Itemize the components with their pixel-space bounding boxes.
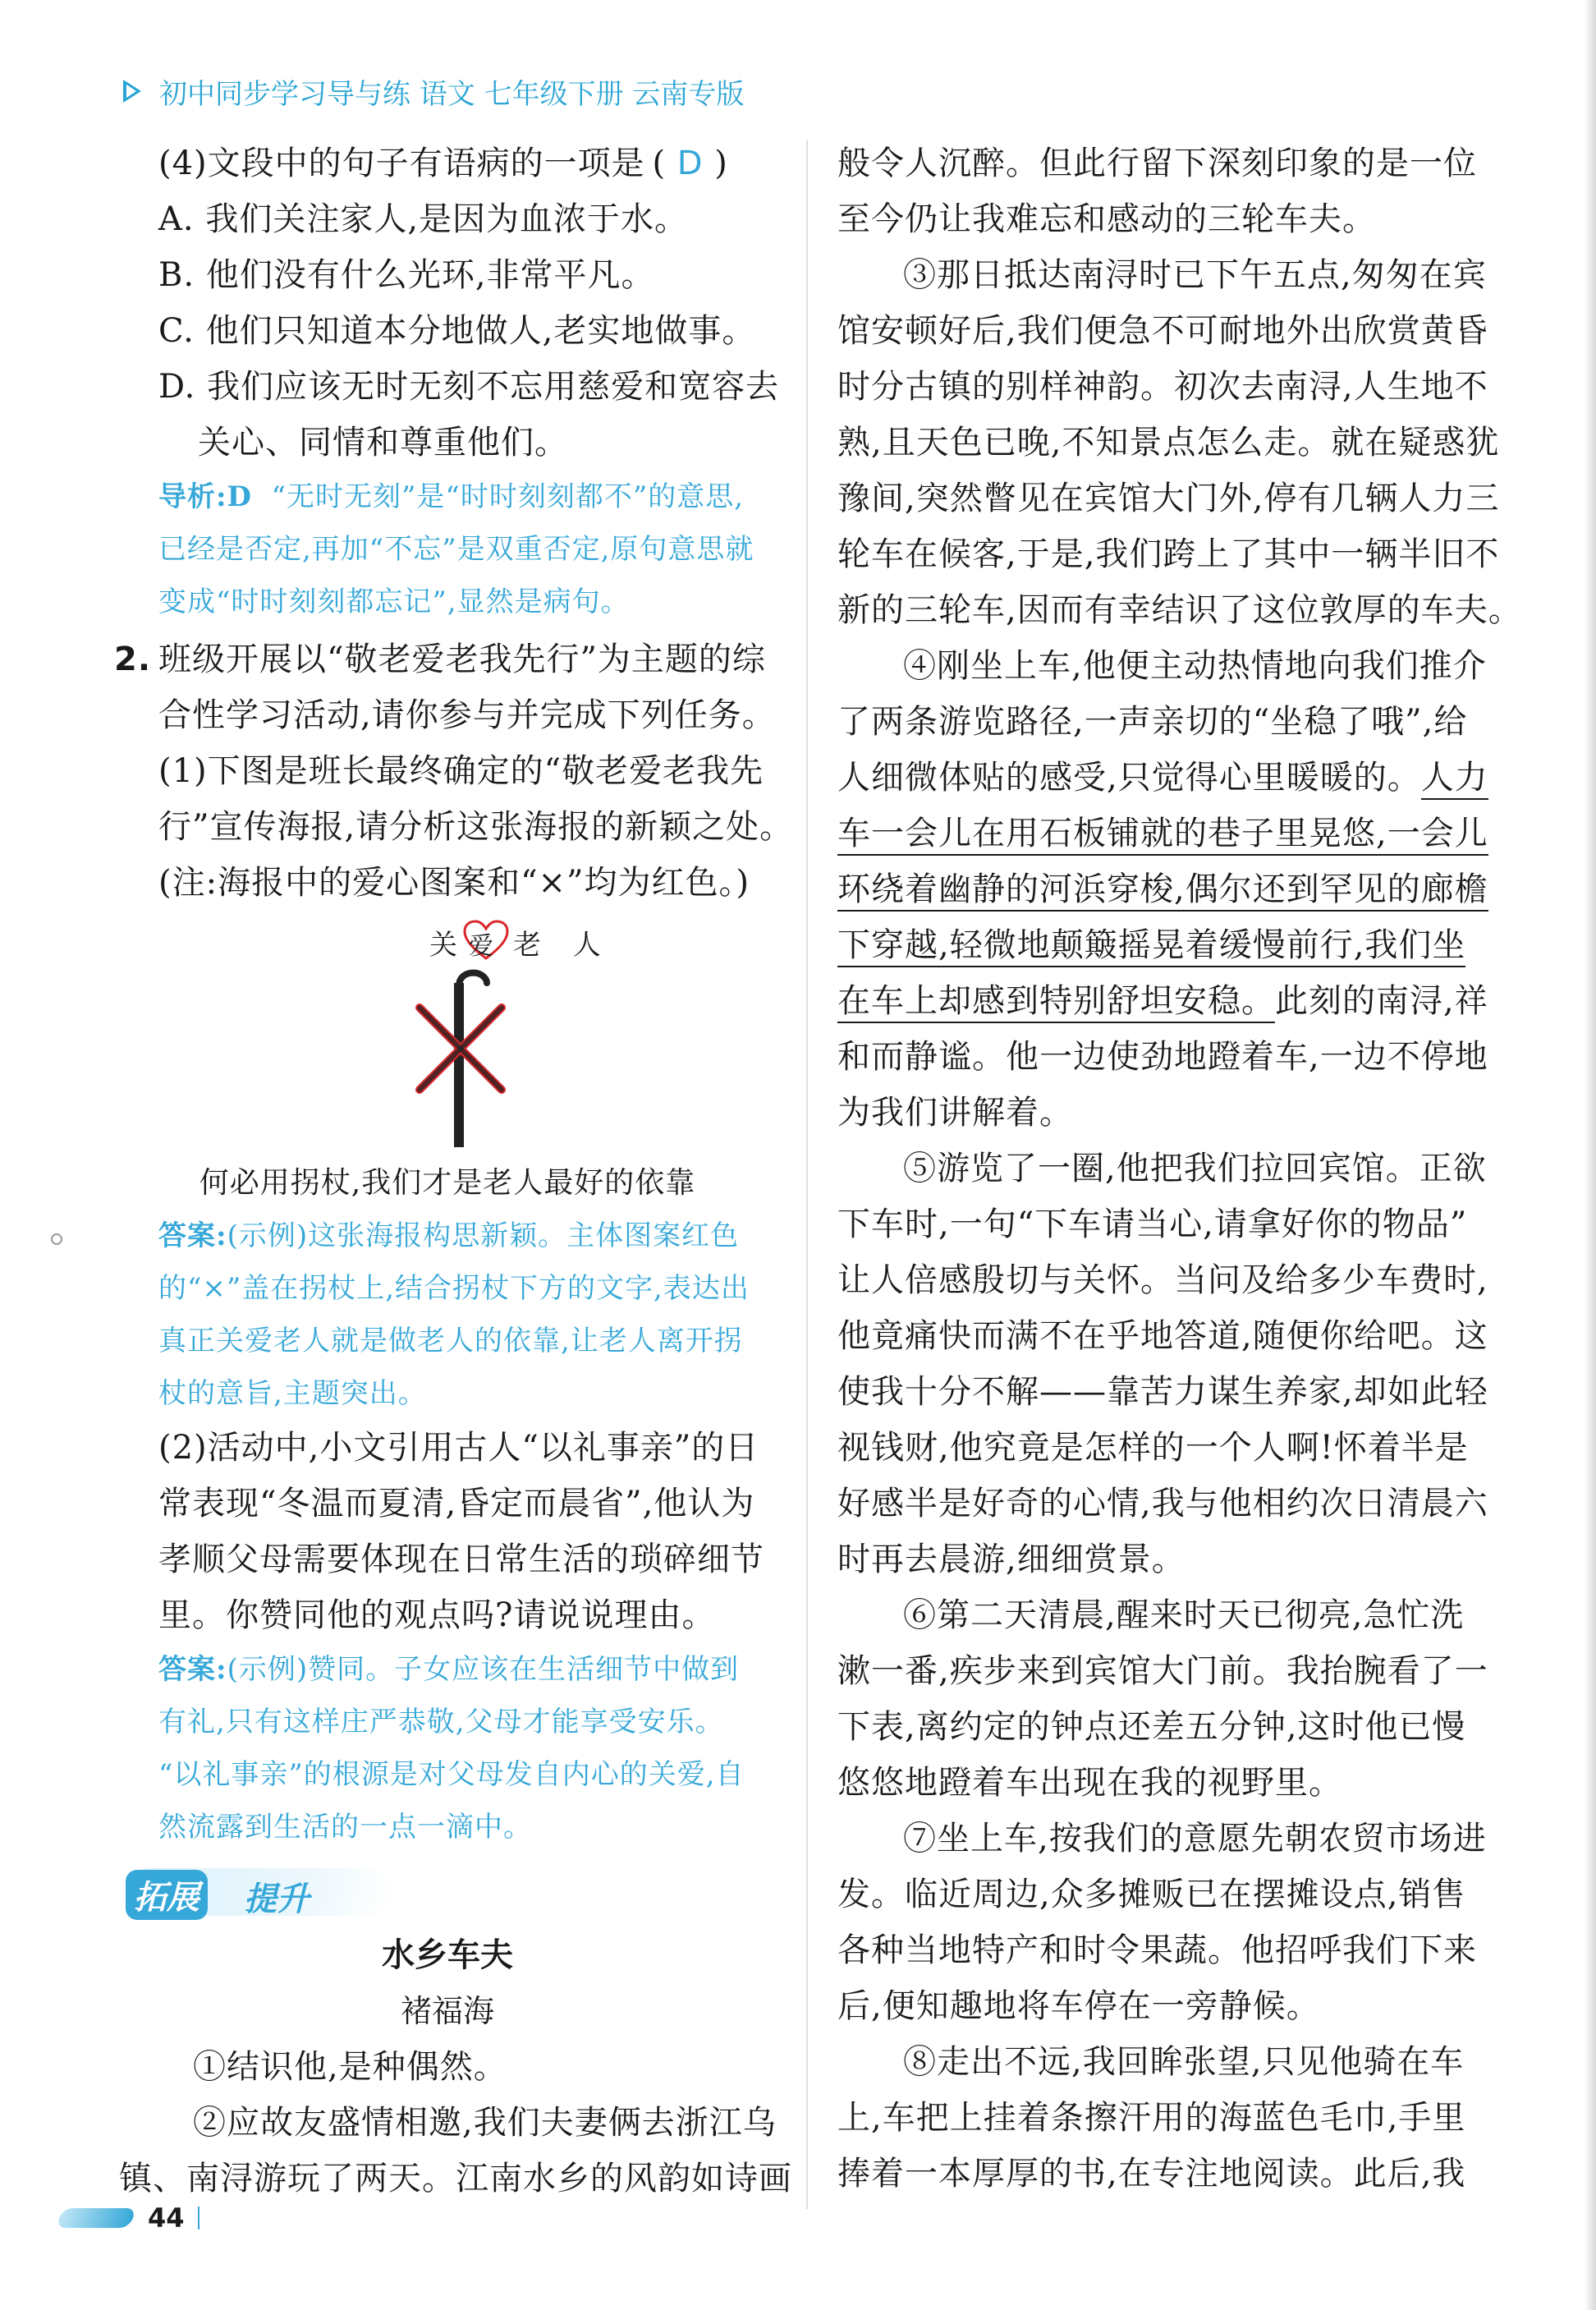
q4-option-b: B. 他们没有什么光环,非常平凡。 bbox=[158, 256, 655, 294]
poster-image bbox=[158, 911, 776, 1157]
article-right-line: 漱一番,疾步来到宾馆大门前。我抬腕看了一 bbox=[837, 1652, 1488, 1690]
q4-option-c: C. 他们只知道本分地做人,老实地做事。 bbox=[158, 312, 756, 350]
article-right-line: 上,车把上挂着条擦汗用的海蓝色毛巾,手里 bbox=[837, 2099, 1466, 2137]
q4-analysis-line-1: 导析:D “无时无刻”是“时时刻刻都不”的意思, bbox=[158, 480, 745, 513]
underlined-sentence: 人力 bbox=[1421, 759, 1488, 800]
article-right-line: 豫间,突然瞥见在宾馆大门外,停有几辆人力三 bbox=[837, 480, 1500, 517]
underlined-sentence: 环绕着幽静的河浜穿梭,偶尔还到罕见的廊檐 bbox=[837, 870, 1488, 912]
article-author: 褚福海 bbox=[400, 1993, 494, 2029]
page-number: 44 bbox=[148, 2202, 185, 2234]
article-right-line bbox=[837, 861, 1490, 917]
article-right-line: ⑦坐上车,按我们的意愿先朝农贸市场进 bbox=[903, 1820, 1487, 1858]
question-2 bbox=[114, 631, 794, 1853]
answer2-line-3: “以礼事亲”的根源是对父母发自内心的关爱,自 bbox=[158, 1758, 745, 1791]
article-right-line: 使我十分不解——靠苦力谋生养家,却如此轻 bbox=[837, 1373, 1488, 1411]
article-right-line: ⑤游览了一圈,他把我们拉回宾馆。正欲 bbox=[903, 1150, 1487, 1187]
article-right-line: ④刚坐上车,他便主动热情地向我们推介 bbox=[903, 647, 1487, 685]
answer2-line-2: 有礼,只有这样庄严恭敬,父母才能享受安乐。 bbox=[158, 1706, 724, 1738]
q2-stem-line-1: 2. 班级开展以“敬老爱老我先行”为主题的综 bbox=[158, 631, 776, 687]
column-divider bbox=[806, 140, 808, 2209]
article-right-line: 下车时,一句“下车请当心,请拿好你的物品” bbox=[837, 1206, 1468, 1243]
q2-stem-line-3: (1)下图是班长最终确定的“敬老爱老我先 bbox=[158, 752, 764, 790]
article-right-line: 他竟痛快而满不在乎地答道,随便你给吧。这 bbox=[837, 1317, 1488, 1355]
header-text: 初中同步学习导与练 语文 七年级下册 云南专版 bbox=[159, 77, 745, 111]
margin-dot bbox=[51, 1233, 62, 1245]
q2-sub2-line-1: (2)活动中,小文引用古人“以礼事亲”的日 bbox=[158, 1429, 759, 1467]
article-line-2: ②应故友盛情相邀,我们夫妻俩去浙江乌 bbox=[193, 2104, 777, 2142]
section-badge-extension bbox=[119, 1862, 776, 1927]
q4-analysis-line-2: 已经是否定,再加“不忘”是双重否定,原句意思就 bbox=[158, 533, 754, 566]
page-edge-shadow bbox=[1585, 0, 1596, 2310]
cane-cross-icon bbox=[401, 968, 533, 1157]
left-column bbox=[114, 135, 794, 2207]
q2-stem-line-5: (注:海报中的爱心图案和“×”均为红色。) bbox=[158, 864, 750, 902]
answer1-line-1: 答案:(示例)这张海报构思新颖。主体图案红色 bbox=[158, 1219, 740, 1252]
article-right-line: 视钱财,他究竟是怎样的一个人啊!怀着半是 bbox=[837, 1429, 1469, 1467]
article-line-3: 镇、南浔游玩了两天。江南水乡的风韵如诗画 bbox=[119, 2160, 792, 2197]
article-right-line: ⑥第二天清晨,醒来时天已彻亮,急忙洗 bbox=[903, 1596, 1465, 1634]
article-right-line: 馆安顿好后,我们便急不可耐地外出欣赏黄昏 bbox=[837, 312, 1488, 350]
article-right-line: ③那日抵达南浔时已下午五点,匆匆在宾 bbox=[903, 256, 1487, 294]
q4-answer: D bbox=[676, 145, 704, 182]
poster-caption: 何必用拐杖,我们才是老人最好的依靠 bbox=[199, 1166, 696, 1200]
article-right-line: 让人倍感殷切与关怀。当问及给多少车费时, bbox=[837, 1261, 1488, 1299]
article-right-line: 悠悠地蹬着车出现在我的视野里。 bbox=[837, 1764, 1342, 1802]
q2-stem-line-2: 合性学习活动,请你参与并完成下列任务。 bbox=[158, 696, 776, 734]
q2-sub2-line-2: 常表现“冬温而夏清,昏定而晨省”,他认为 bbox=[158, 1485, 755, 1522]
q4-stem: (4)文段中的句子有语病的一项是 bbox=[158, 145, 645, 182]
underlined-sentence: 车一会儿在用石板铺就的巷子里晃悠,一会儿 bbox=[837, 815, 1488, 856]
poster-title: 关 爱 老 人 bbox=[429, 922, 612, 962]
article-right-line: 为我们讲解着。 bbox=[837, 1094, 1073, 1132]
article-right-line: 和而静谧。他一边使劲地蹬着车,一边不停地 bbox=[837, 1038, 1488, 1076]
article-right-line bbox=[837, 917, 1490, 973]
q4-answer-paren: ( D ) bbox=[652, 145, 728, 182]
article-title: 水乡车夫 bbox=[382, 1936, 513, 1974]
article-right-line: 发。临近周边,众多摊贩已在摆摊设点,销售 bbox=[837, 1876, 1466, 1913]
section-title-part2: 提升 bbox=[244, 1881, 310, 1918]
section-title-part1: 拓展 bbox=[126, 1870, 208, 1920]
q4-stem-line bbox=[119, 135, 776, 191]
underlined-sentence: 在车上却感到特别舒坦安稳。 bbox=[837, 982, 1275, 1023]
article-right-line: 至今仍让我难忘和感动的三轮车夫。 bbox=[837, 200, 1376, 238]
answer1-line-2: 的“×”盖在拐杖上,结合拐杖下方的文字,表达出 bbox=[158, 1272, 750, 1305]
article-right-line: 后,便知趣地将车停在一旁静候。 bbox=[837, 1987, 1320, 2025]
underlined-sentence: 下穿越,轻微地颠簸摇晃着缓慢前行,我们坐 bbox=[837, 926, 1465, 967]
q4-option-d-cont: 关心、同情和尊重他们。 bbox=[198, 424, 568, 462]
answer2-line-1: 答案:(示例)赞同。子女应该在生活细节中做到 bbox=[158, 1653, 740, 1686]
analysis-label: 导析:D bbox=[158, 480, 253, 513]
article-right-line: 轮车在候客,于是,我们跨上了其中一辆半旧不 bbox=[837, 535, 1500, 573]
article-right-line: 般令人沉醉。但此行留下深刻印象的是一位 bbox=[837, 145, 1477, 182]
right-column bbox=[837, 135, 1522, 2202]
q2-stem-line-4: 行”宣传海报,请分析这张海报的新颖之处。 bbox=[158, 808, 794, 846]
article-line-1: ①结识他,是种偶然。 bbox=[193, 2048, 507, 2086]
article-right-line: 时再去晨游,细细赏景。 bbox=[837, 1541, 1186, 1578]
q2-number: 2. bbox=[114, 641, 152, 678]
page-header bbox=[123, 71, 744, 112]
article-right-line: 人细微体贴的感受,只觉得心里暖暖的。人力 bbox=[837, 750, 1490, 806]
footer-tick bbox=[198, 2207, 200, 2230]
answer2-label: 答案: bbox=[158, 1653, 227, 1686]
article-right-line: ⑧走出不远,我回眸张望,只见他骑在车 bbox=[903, 2043, 1465, 2081]
triangle-play-icon bbox=[123, 80, 141, 103]
article-right-line: 熟,且天色已晚,不知景点怎么走。就在疑惑犹 bbox=[837, 424, 1500, 462]
q4-option-d: D. 我们应该无时无刻不忘用慈爱和宽容去 bbox=[158, 368, 780, 406]
answer1-line-4: 杖的意旨,主题突出。 bbox=[158, 1377, 427, 1410]
article-right-line: 各种当地特产和时令果蔬。他招呼我们下来 bbox=[837, 1931, 1477, 1969]
article-right-line: 时分古镇的别样神韵。初次去南浔,人生地不 bbox=[837, 368, 1488, 406]
answer2-line-4: 然流露到生活的一点一滴中。 bbox=[158, 1811, 532, 1844]
article-right-line: 新的三轮车,因而有幸结识了这位敦厚的车夫。 bbox=[837, 591, 1522, 629]
article-right-line: 好感半是好奇的心情,我与他相约次日清晨六 bbox=[837, 1485, 1488, 1522]
q2-sub2-line-3: 孝顺父母需要体现在日常生活的琐碎细节 bbox=[158, 1541, 764, 1578]
answer1-line-3: 真正关爱老人就是做老人的依靠,让老人离开拐 bbox=[158, 1325, 743, 1357]
article-right-line: 下表,离约定的钟点还差五分钟,这时他已慢 bbox=[837, 1708, 1466, 1746]
article-right-line: 在车上却感到特别舒坦安稳。此刻的南浔,祥 bbox=[837, 973, 1490, 1029]
q4-analysis-line-3: 变成“时时刻刻都忘记”,显然是病句。 bbox=[158, 586, 630, 618]
q2-sub2-line-4: 里。你赞同他的观点吗?请说说理由。 bbox=[158, 1596, 716, 1634]
footer-accent-bar bbox=[56, 2208, 137, 2228]
page-footer bbox=[59, 2202, 200, 2234]
q4-option-a: A. 我们关注家人,是因为血浓于水。 bbox=[158, 200, 689, 238]
answer1-label: 答案: bbox=[158, 1219, 227, 1252]
article-right-line: 捧着一本厚厚的书,在专注地阅读。此后,我 bbox=[837, 2155, 1466, 2193]
article-right-line bbox=[837, 806, 1490, 861]
article-right-line: 了两条游览路径,一声亲切的“坐稳了哦”,给 bbox=[837, 703, 1468, 741]
